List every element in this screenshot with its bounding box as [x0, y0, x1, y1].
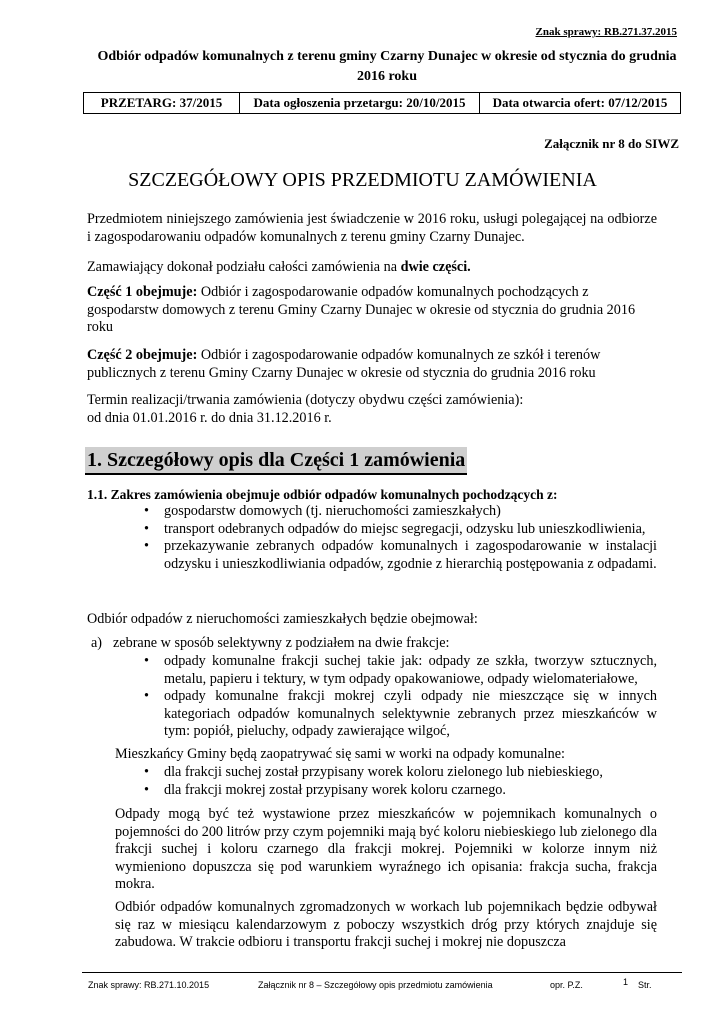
section-1-heading: 1. Szczegółowy opis dla Części 1 zamówienia — [85, 447, 467, 475]
part2-text: Odbiór i zagospodarowanie odpadów komunalnych ze szkół i terenów publicznych z terenu Gminy Czarny Dunajec w okresie od stycznia do grudnia 2016 roku — [87, 347, 601, 381]
footer-page-label: Str. — [638, 980, 652, 990]
bags-intro: Mieszkańcy Gminy będą zaopatrywać się sami w worki na odpady komunalne: — [115, 746, 565, 762]
footer-attachment: Załącznik nr 8 – Szczegółowy opis przedmiotu zamówienia — [258, 980, 493, 990]
list-item: • gospodarstw domowych (tj. nieruchomości zamieszkałych) — [164, 503, 657, 521]
term-line-1: Termin realizacji/trwania zamówienia (dotyczy obydwu części zamówienia): — [87, 392, 524, 408]
frequency-paragraph: Odbiór odpadów komunalnych zgromadzonych w workach lub pojemnikach będzie odbywał się raz w miesiącu kalendarzowym z poboczy wszystkich dróg przy których znajduje się zabudowa. W trakcie odbioru i transportu frakcji suchej i mokrej nie dopuszcza — [115, 899, 657, 950]
term-paragraph — [87, 392, 657, 427]
tender-info-table — [83, 92, 681, 114]
case-number-header: Znak sprawy: RB.271.37.2015 — [535, 26, 677, 38]
document-title: Odbiór odpadów komunalnych z terenu gminy Czarny Dunajec w okresie od stycznia do grudnia 2016 roku — [97, 49, 677, 84]
footer-divider — [82, 972, 682, 973]
fractions-list — [164, 653, 657, 741]
containers-paragraph: Odpady mogą być też wystawione przez mieszkańców w pojemnikach komunalnych o pojemności do 200 litrów przy czym pojemniki mają być koloru niebieskiego lub zielonego dla frakcji suchej i koloru czarnego dla frakcji mokrej. Pojemniki w kolorze innym niż wymieniono dopuszcza się pod warunkiem wyraźnego ich opisania: frakcja sucha, frakcja mokra. — [115, 806, 657, 892]
list-item: • odpady komunalne frakcji mokrej czyli odpady nie mieszczące się w innych kategoriach odpadów komunalnych selektywnie zebranych przez mieszkańców w tym: popiół, pieluchy, odpady zawierające wilgoć, — [164, 688, 657, 741]
opening-date-cell: Data otwarcia ofert: 07/12/2015 — [492, 95, 668, 110]
page-title: SZCZEGÓŁOWY OPIS PRZEDMIOTU ZAMÓWIENIA — [128, 169, 597, 191]
section-1-1-heading: 1.1. Zakres zamówienia obejmuje odbiór odpadów komunalnych pochodzących z: — [87, 487, 558, 502]
item-a-text: zebrane w sposób selektywny z podziałem na dwie frakcje: — [113, 635, 450, 651]
item-a-label: a) — [91, 635, 103, 651]
tender-number-cell: PRZETARG: 37/2015 — [84, 93, 240, 113]
list-item: • odpady komunalne frakcji suchej takie jak: odpady ze szkła, tworzyw sztucznych, metalu, papieru i tektury, w tym odpady opakowaniowe, odpady wielomateriałowe, — [164, 653, 657, 688]
collection-intro: Odbiór odpadów z nieruchomości zamieszkałych będzie obejmował: — [87, 611, 478, 627]
part1-label: Część 1 obejmuje: — [87, 284, 198, 300]
scope-list — [164, 503, 657, 573]
part2-paragraph — [87, 347, 657, 382]
announcement-date-cell: Data ogłoszenia przetargu: 20/10/2015 — [240, 93, 480, 113]
footer-case-number: Znak sprawy: RB.271.10.2015 — [88, 980, 210, 990]
list-item: • dla frakcji suchej został przypisany worek koloru zielonego lub niebieskiego, — [164, 764, 657, 782]
list-item: • transport odebranych odpadów do miejsc segregacji, odzysku lub unieszkodliwienia, — [164, 521, 657, 539]
intro-paragraph: Przedmiotem niniejszego zamówienia jest świadczenie w 2016 roku, usługi polegającej na odbiorze i zagospodarowaniu odpadów komunalnych z terenu gminy Czarny Dunajec. — [87, 211, 657, 245]
part2-label: Część 2 obejmuje: — [87, 347, 198, 363]
page-footer — [88, 977, 658, 994]
footer-prepared-by: opr. P.Z. — [550, 980, 583, 990]
term-line-2: od dnia 01.01.2016 r. do dnia 31.12.2016 r. — [87, 409, 332, 426]
bags-list — [164, 764, 657, 799]
footer-page-number: 1 — [623, 977, 629, 987]
part1-paragraph — [87, 284, 657, 337]
list-item: • przekazywanie zebranych odpadów komunalnych i zagospodarowanie w instalacji odzysku i unieszkodliwiania odpadów, zgodnie z hierarchią postępowania z odpadami. — [164, 538, 657, 573]
attachment-label: Załącznik nr 8 do SIWZ — [544, 136, 679, 151]
list-item: • dla frakcji mokrej został przypisany worek koloru czarnego. — [164, 782, 657, 800]
part1-text: Odbiór i zagospodarowanie odpadów komunalnych pochodzących z gospodarstw domowych z terenu Gminy Czarny Dunajec w okresie od stycznia do grudnia 2016 roku — [87, 284, 636, 335]
division-paragraph — [87, 259, 657, 277]
division-text: Zamawiający dokonał podziału całości zamówienia na — [87, 259, 401, 275]
division-bold: dwie części. — [400, 259, 471, 275]
